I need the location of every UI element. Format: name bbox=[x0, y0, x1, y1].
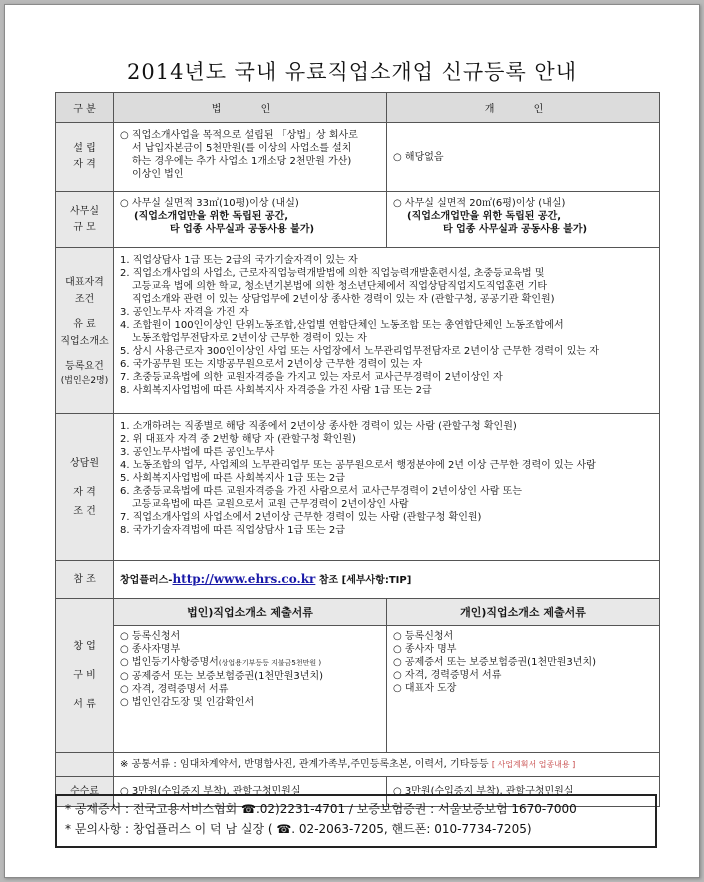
counselor-item: 7. 직업소개사업의 사업소에서 2년이상 근무한 경력이 있는 사람 (관할구청 확인원) bbox=[120, 512, 482, 523]
counselor-item: 6. 초중등교육법에 따른 교원자격증을 가진 사람으로서 교사근무경력이 2년이상인 사람 또는 bbox=[120, 486, 522, 497]
representative-item: 7. 초중등교육법에 의한 교원자격증을 가지고 있는 자로서 교사근무경력이 2년이상인 자 bbox=[120, 372, 503, 383]
documents-common-note: [ 사업계획서 업종내용 ] bbox=[491, 760, 576, 769]
office-corporate-note2: 타 업종 사무실과 공동사용 불가) bbox=[170, 224, 315, 235]
office-individual-note1: (직업소개업만을 위한 독립된 공간, bbox=[407, 211, 562, 222]
documents-corporate bbox=[114, 599, 387, 753]
representative-label-line: 등록요건 bbox=[65, 360, 104, 372]
info-table bbox=[55, 92, 660, 807]
establishment-corporate-line: 하는 경우에는 추가 사업소 1개소당 2천만원 가산) bbox=[132, 156, 352, 167]
establishment-individual bbox=[387, 123, 660, 192]
documents-label bbox=[56, 599, 114, 753]
documents-individual-item: ○ 자격, 경력증명서 서류 bbox=[393, 670, 502, 681]
counselor-item: 1. 소개하려는 직종별로 해당 직종에서 2년이상 종사한 경력이 있는 사람 (관할구청 확인원) bbox=[120, 421, 517, 432]
reference-prefix: 창업플러스- bbox=[120, 574, 173, 586]
documents-label-continued bbox=[56, 753, 114, 777]
documents-corporate-item: ○ 공제증서 또는 보증보험증권(1천만원3년치) bbox=[120, 671, 324, 682]
office-corporate-note1: (직업소개업만을 위한 독립된 공간, bbox=[134, 211, 289, 222]
representative-item: 고등교육 법에 의한 학교, 청소년기본법에 의한 청소년단체에서 직업상담직업지도직업훈련 기타 bbox=[132, 281, 548, 292]
fee-corporate-text: ○ 3만원(수입증지 부착), 관할구청민원실 bbox=[120, 786, 301, 797]
establishment-label-line2: 자 격 bbox=[73, 159, 96, 170]
counselor-item: 8. 국가기술자격법에 따른 직업상담사 1급 또는 2급 bbox=[120, 525, 345, 536]
counselor-conditions bbox=[114, 414, 660, 561]
representative-conditions bbox=[114, 248, 660, 414]
documents-corporate-item: ○ 법인등기사항증명서 bbox=[120, 657, 219, 668]
establishment-label bbox=[56, 123, 114, 192]
documents-corporate-item: ○ 등록신청서 bbox=[120, 631, 181, 642]
documents-individual-header: 개인)직업소개소 제출서류 bbox=[387, 599, 659, 626]
fee-label: 수수료 bbox=[56, 777, 114, 807]
contact-footer bbox=[55, 794, 657, 848]
documents-corporate-header: 법인)직업소개소 제출서류 bbox=[114, 599, 386, 626]
documents-common bbox=[114, 753, 660, 777]
office-corporate bbox=[114, 192, 387, 248]
footer-line-inquiry: * 문의사항 : 창업플러스 이 덕 남 실장 ( ☎. 02-2063-7205, 핸드폰: 010-7734-7205) bbox=[65, 822, 532, 836]
office-label bbox=[56, 192, 114, 248]
counselor-item: 고등교육법에 따른 교원으로서 교원 근무경력이 2년이상인 사람 bbox=[132, 499, 409, 510]
counselor-label bbox=[56, 414, 114, 561]
representative-item: 8. 사회복지사업법에 따른 사회복지사 자격증을 가진 사람 1급 또는 2급 bbox=[120, 385, 432, 396]
counselor-label-line: 자 격 bbox=[73, 486, 96, 498]
establishment-corporate-line: 서 납입자본금이 5천만원(를 이상의 사업소를 설치 bbox=[132, 143, 352, 154]
representative-item: 직업소개와 관련 이 있는 상담업무에 2년이상 종사한 경력이 있는 자 (관할구청, 공공기관 확인원) bbox=[132, 294, 555, 305]
documents-label-line: 창 업 bbox=[73, 641, 96, 652]
office-individual-note2: 타 업종 사무실과 공동사용 불가) bbox=[443, 224, 588, 235]
counselor-item: 4. 노동조합의 업무, 사업체의 노무관리업무 또는 공무원으로서 행정분야에 2년 이상 근무한 경력이 있는 사람 bbox=[120, 460, 596, 471]
representative-item: 5. 상시 사용근로자 300인이상인 사업 또는 사업장에서 노무관리업무전담자로 2년이상 근무한 경력이 있는 자 bbox=[120, 346, 599, 357]
documents-corporate-item: ○ 법인인감도장 및 인감확인서 bbox=[120, 697, 255, 708]
documents-individual bbox=[387, 599, 660, 753]
counselor-item: 2. 위 대표자 자격 중 2번항 해당 자 (관할구청 확인원) bbox=[120, 434, 356, 445]
header-individual: 개 인 bbox=[387, 93, 660, 123]
representative-item: 6. 국가공무원 또는 지방공무원으로서 2년이상 근무한 경력이 있는 자 bbox=[120, 359, 423, 370]
establishment-corporate bbox=[114, 123, 387, 192]
reference-suffix: 참조 [세부사항:TIP] bbox=[315, 574, 412, 586]
documents-label-line: 구 비 bbox=[73, 670, 96, 681]
representative-item: 1. 직업상담사 1급 또는 2급의 국가기술자격이 있는 자 bbox=[120, 255, 358, 266]
representative-label-note: (법인은2명) bbox=[60, 375, 109, 386]
reference-link[interactable]: http://www.ehrs.co.kr bbox=[172, 571, 316, 586]
representative-label-line: 직업소개소 bbox=[60, 335, 109, 347]
representative-label bbox=[56, 248, 114, 414]
representative-label-line: 유 료 bbox=[73, 318, 96, 330]
representative-item: 2. 직업소개사업의 사업소, 근로자직업능력개발법에 의한 직업능력개발훈련시설, 초중등교육법 및 bbox=[120, 268, 545, 279]
documents-individual-item: ○ 공제증서 또는 보증보험증권(1천만원3년치) bbox=[393, 657, 597, 668]
documents-corporate-item-row bbox=[120, 656, 380, 670]
page-title: 2014년도 국내 유료직업소개업 신규등록 안내 bbox=[126, 60, 577, 84]
fee-individual-text: ○ 3만원(수입증지 부착), 관할구청민원실 bbox=[393, 786, 574, 797]
office-label-line2: 규 모 bbox=[73, 221, 96, 233]
footer-line-insurance: * 공제증서 : 전국고용서비스협회 ☎.02)2231-4701 / 보증보험증권 : 서울보증보험 1670-7000 bbox=[65, 802, 577, 816]
documents-label-line: 서 류 bbox=[73, 699, 96, 710]
counselor-label-line: 조 건 bbox=[73, 505, 96, 517]
office-corporate-area: ○ 사무실 실면적 33㎡(10평)이상 (내실) bbox=[120, 198, 299, 209]
documents-corporate-item: ○ 종사자명부 bbox=[120, 644, 181, 655]
reference-label: 참 조 bbox=[56, 561, 114, 599]
representative-label-line: 대표자격 bbox=[65, 276, 104, 288]
header-category: 구 분 bbox=[56, 93, 114, 123]
establishment-corporate-line: ○ 직업소개사업을 목적으로 설립된 「상법」상 회사로 bbox=[120, 130, 358, 141]
establishment-label-line1: 설 립 bbox=[73, 143, 96, 154]
counselor-label-line: 상담원 bbox=[70, 457, 99, 469]
counselor-item: 3. 공인노무사법에 따른 공인노무사 bbox=[120, 447, 275, 458]
office-individual-area: ○ 사무실 실면적 20㎡(6평)이상 (내실) bbox=[393, 198, 566, 209]
documents-individual-item: ○ 대표자 도장 bbox=[393, 683, 457, 694]
header-corporate: 법 인 bbox=[114, 93, 387, 123]
representative-item: 3. 공인노무사 자격을 가진 자 bbox=[120, 307, 249, 318]
representative-label-line: 조건 bbox=[74, 293, 95, 305]
representative-item: 노동조합업무전담자로 2년이상 근무한 경력이 있는 자 bbox=[132, 333, 367, 344]
documents-individual-item: ○ 종사자 명부 bbox=[393, 644, 457, 655]
documents-common-text: ※ 공통서류 : 임대차계약서, 반명함사진, 관계가족부,주민등록초본, 이력서, 기타등등 bbox=[120, 759, 489, 770]
documents-corporate-item: ○ 자격, 경력증명서 서류 bbox=[120, 684, 229, 695]
establishment-corporate-line: 이상인 법인 bbox=[132, 169, 184, 180]
establishment-individual-text: ○ 해당없음 bbox=[393, 151, 444, 163]
counselor-item: 5. 사회복지사업법에 따른 사회복지사 1급 또는 2급 bbox=[120, 473, 345, 484]
office-individual bbox=[387, 192, 660, 248]
office-label-line1: 사무실 bbox=[70, 205, 99, 217]
documents-individual-item: ○ 등록신청서 bbox=[393, 631, 454, 642]
documents-corporate-note: (상업용기부등등 지불금5천만원 ) bbox=[218, 659, 322, 667]
reference-cell bbox=[114, 561, 660, 599]
representative-item: 4. 조합원이 100인이상인 단위노동조합,산업별 연합단체인 노동조합 또는 총연합단체인 노동조합에서 bbox=[120, 320, 564, 331]
